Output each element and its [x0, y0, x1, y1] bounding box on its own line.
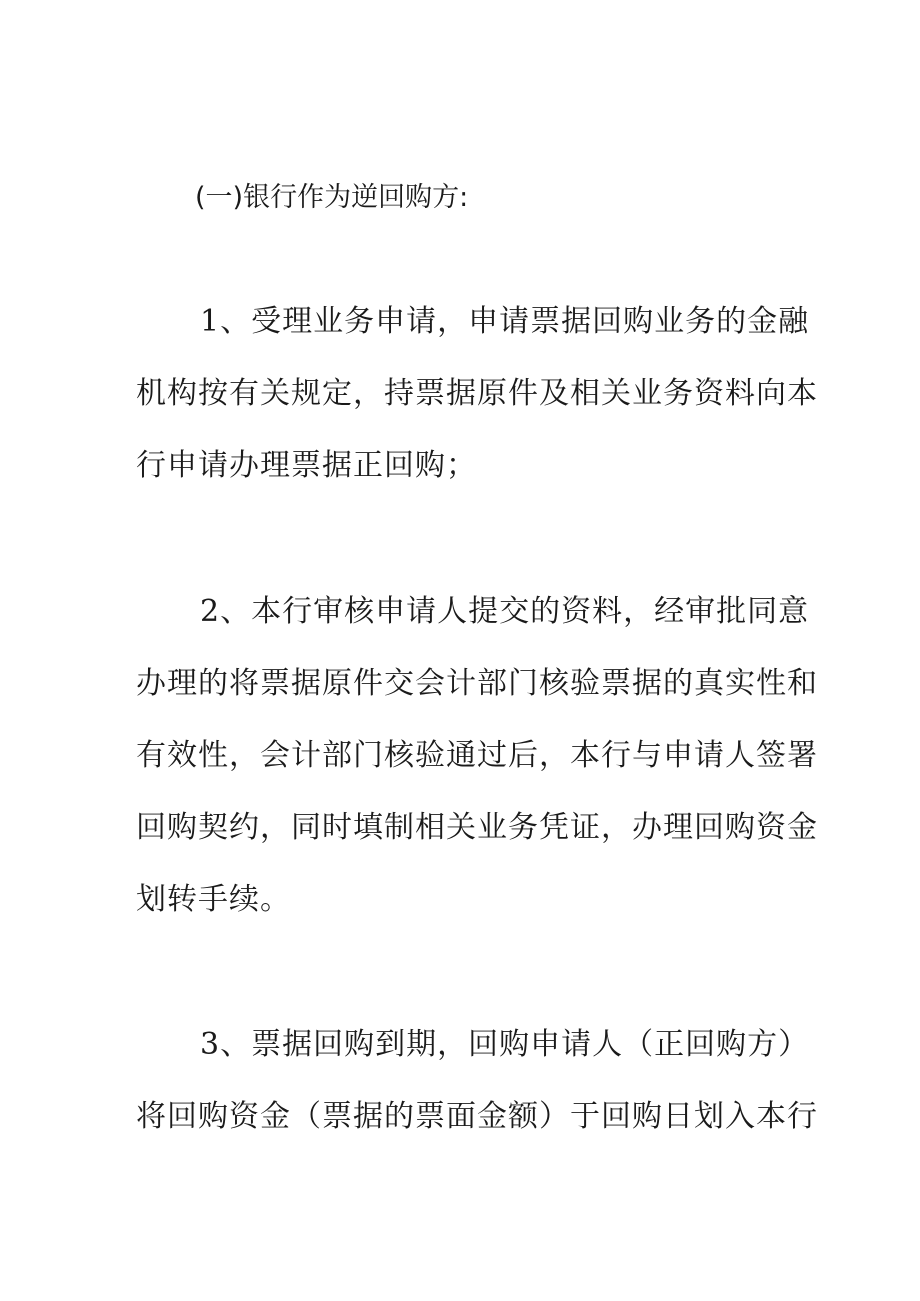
paragraph-2-line-5: 划转手续。 [136, 882, 291, 917]
paragraph-2-line-1: 2、本行审核申请人提交的资料，经审批同意 [200, 594, 810, 629]
paragraph-3-line-1: 3、票据回购到期，回购申请人（正回购方） [200, 1027, 810, 1062]
paragraph-3-number: 3 [200, 1027, 221, 1062]
paragraph-1-line-3: 行申请办理票据正回购； [136, 448, 477, 483]
paragraph-3-line-2: 将回购资金（票据的票面金额）于回购日划入本行 [136, 1099, 818, 1134]
paragraph-2-line-3: 有效性，会计部门核验通过后，本行与申请人签署 [136, 738, 818, 773]
paragraph-2-line-2: 办理的将票据原件交会计部门核验票据的真实性和 [136, 666, 818, 701]
paragraph-1-number: 1 [200, 304, 221, 339]
paragraph-2-line-4: 回购契约，同时填制相关业务凭证，办理回购资金 [136, 810, 818, 845]
paragraph-1-line-2: 机构按有关规定，持票据原件及相关业务资料向本 [136, 376, 818, 411]
paragraph-1-line-1: 1、受理业务申请，申请票据回购业务的金融 [200, 304, 810, 339]
paragraph-2-number: 2 [200, 594, 221, 629]
section-heading: (一)银行作为逆回购方: [195, 182, 469, 213]
